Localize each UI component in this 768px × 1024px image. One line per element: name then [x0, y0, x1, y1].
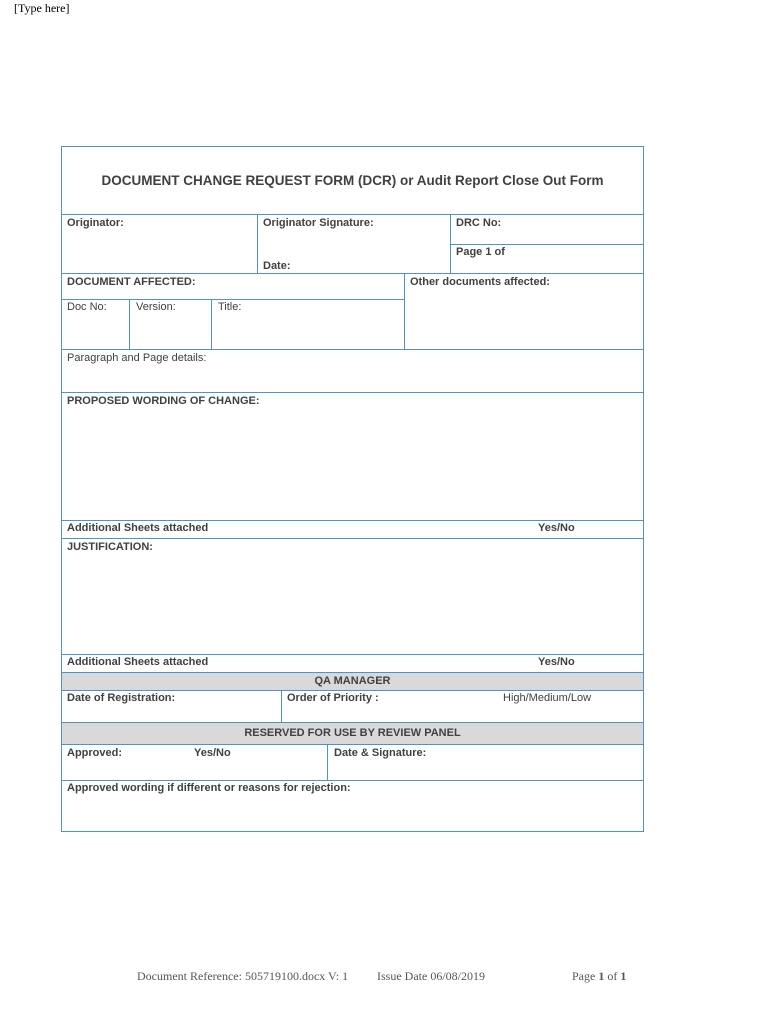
row-divider: [62, 654, 643, 655]
column-divider: [404, 273, 405, 349]
row-divider: [62, 722, 643, 723]
page-word: Page: [572, 969, 596, 983]
document-reference: Document Reference: 505719100.docx V: 1: [137, 969, 349, 983]
page-current: 1: [598, 969, 605, 983]
date-signature-label: Date & Signature:: [334, 747, 427, 759]
header-placeholder: [Type here]: [14, 1, 70, 15]
row-divider: [62, 744, 643, 745]
column-divider: [450, 214, 451, 273]
other-documents-label: Other documents affected:: [410, 276, 550, 288]
proposed-wording-label: PROPOSED WORDING OF CHANGE:: [67, 395, 260, 407]
row-divider: [62, 672, 643, 673]
version-label: Version:: [136, 301, 176, 313]
qa-manager-label: QA MANAGER: [314, 675, 391, 687]
row-divider: [62, 349, 643, 350]
row-divider: [62, 538, 643, 539]
drc-no-label: DRC No:: [456, 217, 502, 229]
paragraph-page-label: Paragraph and Page details:: [67, 352, 207, 364]
additional-sheets-label: Additional Sheets attached: [67, 522, 209, 534]
row-divider: [62, 392, 643, 393]
yes-no-label: Yes/No: [538, 656, 575, 668]
approved-yes-no: Yes/No: [194, 747, 231, 759]
row-divider: [62, 273, 643, 274]
issue-date: Issue Date 06/08/2019: [377, 969, 485, 983]
document-affected-label: DOCUMENT AFFECTED:: [67, 276, 196, 288]
justification-label: JUSTIFICATION:: [67, 541, 153, 553]
date-label: Date:: [263, 260, 291, 272]
date-registration-label: Date of Registration:: [67, 692, 176, 704]
row-divider: [450, 244, 643, 245]
yes-no-label: Yes/No: [538, 522, 575, 534]
page-number: [572, 969, 626, 984]
dcr-form: [61, 146, 644, 832]
column-divider: [281, 690, 282, 722]
originator-signature-label: Originator Signature:: [263, 217, 374, 229]
row-divider: [62, 214, 643, 215]
row-divider: [62, 520, 643, 521]
approved-wording-label: Approved wording if different or reasons for rejection:: [67, 782, 351, 794]
title-label: Title:: [218, 301, 242, 313]
of-word: of: [607, 969, 618, 983]
review-panel-label: RESERVED FOR USE BY REVIEW PANEL: [244, 727, 461, 739]
approved-label: Approved:: [67, 747, 122, 759]
priority-options: High/Medium/Low: [503, 692, 592, 704]
row-divider: [62, 780, 643, 781]
row-divider: [62, 299, 405, 300]
page-total: 1: [620, 969, 627, 983]
order-priority-label: Order of Priority :: [287, 692, 379, 704]
doc-no-label: Doc No:: [67, 301, 107, 313]
page-of-label: Page 1 of: [456, 246, 505, 258]
row-divider: [62, 690, 643, 691]
originator-label: Originator:: [67, 217, 124, 229]
column-divider: [257, 214, 258, 273]
column-divider: [327, 744, 328, 780]
column-divider: [211, 299, 212, 349]
page-footer: [0, 969, 768, 985]
form-title: DOCUMENT CHANGE REQUEST FORM (DCR) or Audit Report Close Out Form: [101, 173, 604, 188]
column-divider: [129, 299, 130, 349]
additional-sheets-label: Additional Sheets attached: [67, 656, 209, 668]
